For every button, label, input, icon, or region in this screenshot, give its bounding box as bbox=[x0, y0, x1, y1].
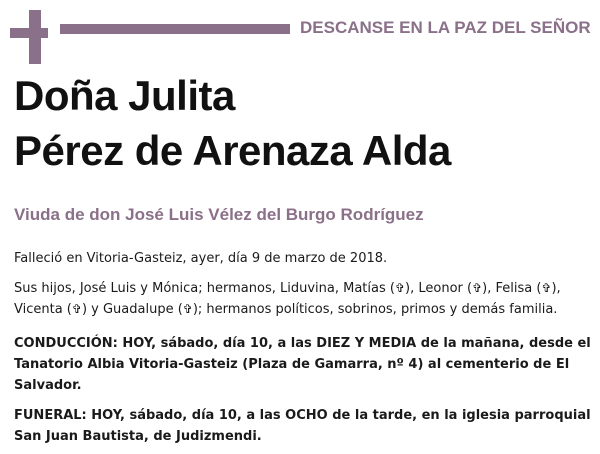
deceased-name-line1: Doña Julita bbox=[14, 72, 235, 119]
funeral-paragraph: FUNERAL: HOY, sábado, día 10, a las OCHO de la tarde, en la iglesia parroquial San Juan Bautista, de Judizmendi. bbox=[14, 408, 591, 444]
family-text: ) y Guadalupe ( bbox=[81, 302, 183, 317]
header-rule bbox=[60, 24, 290, 34]
death-notice: Falleció en Vitoria-Gasteiz, ayer, día 9 de marzo de 2018. bbox=[14, 251, 388, 266]
latin-cross-icon: ✞ bbox=[472, 281, 483, 295]
family-text: ), bbox=[551, 281, 561, 296]
conduction-paragraph: CONDUCCIÓN: HOY, sábado, día 10, a las DIEZ Y MEDIA de la mañana, desde el Tanatorio Albia Vitoria-Gasteiz (Plaza de Gamarra, nº 4) al cementerio de El Salvador. bbox=[14, 336, 591, 393]
cross-horizontal-bar bbox=[10, 28, 48, 38]
deceased-name-line2: Pérez de Arenaza Alda bbox=[14, 127, 451, 174]
latin-cross-icon: ✞ bbox=[394, 281, 406, 295]
latin-cross-icon: ✞ bbox=[71, 302, 82, 316]
family-text: ), Felisa ( bbox=[482, 281, 542, 296]
family-text: ); hermanos políticos, sobrinos, primos y demás familia. bbox=[192, 302, 558, 317]
latin-cross-icon: ✞ bbox=[541, 281, 552, 295]
family-paragraph bbox=[14, 278, 594, 320]
family-text: ), Leonor ( bbox=[405, 281, 473, 296]
family-text: Vicenta ( bbox=[14, 302, 72, 317]
latin-cross-icon: ✞ bbox=[182, 302, 193, 316]
widow-of-subtitle: Viuda de don José Luis Vélez del Burgo Rodríguez bbox=[14, 205, 424, 224]
header-title: DESCANSE EN LA PAZ DEL SEÑOR bbox=[300, 18, 591, 37]
family-text: Sus hijos, José Luis y Mónica; hermanos, Liduvina, Matías ( bbox=[14, 281, 395, 296]
